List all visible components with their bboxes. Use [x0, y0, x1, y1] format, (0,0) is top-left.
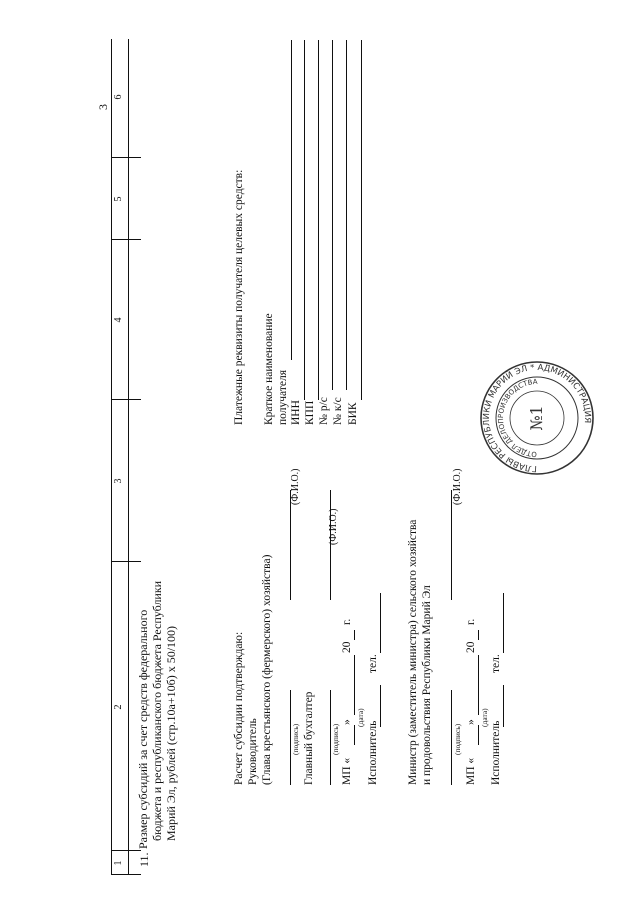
year-line	[478, 630, 479, 640]
stamp-number: №1	[527, 405, 546, 431]
table-column-divider	[111, 850, 141, 851]
mp-quote: »	[341, 719, 353, 725]
ks-label: № к/с	[332, 397, 344, 425]
mp-prefix: МП «	[341, 757, 353, 785]
description-line: бюджета и республиканского бюджета Республики	[150, 580, 164, 841]
table-row-number: 11.	[137, 852, 151, 867]
phone-line	[380, 593, 381, 653]
page-number: 3	[96, 104, 110, 110]
fio-caption: (Ф.И.О.)	[452, 468, 463, 505]
fio-caption: (Ф.И.О.)	[328, 508, 339, 545]
phone-label: тел.	[490, 654, 502, 673]
ks-line	[346, 40, 347, 390]
table-column-divider	[111, 399, 141, 400]
signature-caption: (подпись)	[291, 723, 300, 755]
table-column-header: 4	[113, 317, 124, 323]
minister-line-1: Министр (заместитель министра) сельского хозяйства	[407, 519, 419, 785]
inn-line	[304, 40, 305, 400]
fio-line	[330, 490, 331, 600]
head-label: Руководитель	[247, 718, 259, 785]
table-left-border	[111, 874, 141, 875]
executor-label: Исполнитель	[490, 720, 502, 785]
rs-line	[332, 40, 333, 390]
table-column-header: 2	[113, 704, 124, 710]
phone-label: тел.	[367, 654, 379, 673]
table-header-divider	[128, 39, 129, 875]
signature-caption: (подпись)	[331, 723, 340, 755]
table-column-header: 1	[113, 860, 124, 866]
kpp-line	[318, 40, 319, 400]
year-suffix: г.	[341, 618, 353, 625]
table-column-header: 6	[113, 94, 124, 100]
year-suffix: г.	[465, 618, 477, 625]
table-column-divider	[111, 157, 141, 158]
month-line	[478, 655, 479, 715]
rs-label: № р/с	[318, 397, 330, 425]
executor-line	[503, 685, 504, 727]
inn-label: ИНН	[290, 400, 302, 425]
bik-label: БИК	[347, 402, 359, 425]
official-stamp	[478, 359, 596, 477]
table-row-description	[136, 569, 178, 849]
table-column-divider	[111, 561, 141, 562]
bank-heading: Платежные реквизиты получателя целевых средств:	[233, 169, 245, 425]
signature-caption: (подпись)	[453, 723, 462, 755]
fio-caption: (Ф.И.О.)	[290, 468, 301, 505]
description-line: Размер субсидий за счет средств федерального	[136, 609, 150, 849]
month-line	[354, 655, 355, 715]
year-line	[354, 630, 355, 640]
bik-line	[361, 40, 362, 400]
executor-label: Исполнитель	[367, 720, 379, 785]
table-column-divider	[111, 239, 141, 240]
bank-short-name-2: получателя	[277, 370, 289, 425]
confirm-heading: Расчет субсидии подтверждаю:	[233, 631, 245, 785]
mp-quote: »	[465, 719, 477, 725]
year-prefix: 20	[465, 641, 477, 653]
accountant-label: Главный бухгалтер	[303, 691, 315, 785]
head-sub-label: (Глава крестьянского (фермерского) хозяйства)	[261, 554, 273, 785]
table-column-header: 3	[113, 478, 124, 484]
short-name-line	[291, 40, 292, 360]
bank-short-name-1: Краткое наименование	[263, 313, 275, 425]
fio-line	[451, 490, 452, 600]
phone-line	[503, 593, 504, 653]
year-prefix: 20	[341, 641, 353, 653]
day-line	[354, 725, 355, 745]
stamp-inner-text: ОТДЕЛ ДЕЛОПРОИЗВОДСТВА	[496, 377, 538, 459]
fio-line	[290, 490, 291, 600]
table-column-header: 5	[113, 196, 124, 202]
date-caption: (дата)	[356, 708, 365, 727]
stamp-ring-text: ГЛАВЫ РЕСПУБЛИКИ МАРИЙ ЭЛ * АДМИНИСТРАЦИЯ	[481, 362, 593, 474]
description-line: Марий Эл, рублей (стр.10а+10б) х 50/100)	[164, 625, 178, 841]
signature-line	[451, 690, 452, 785]
executor-line	[380, 685, 381, 727]
table-top-border	[111, 39, 112, 875]
day-line	[478, 725, 479, 745]
kpp-label: КПП	[304, 400, 316, 425]
date-caption: (дата)	[480, 708, 489, 727]
mp-prefix: МП «	[465, 757, 477, 785]
minister-line-2: и продовольствия Республики Марий Эл	[421, 585, 433, 785]
